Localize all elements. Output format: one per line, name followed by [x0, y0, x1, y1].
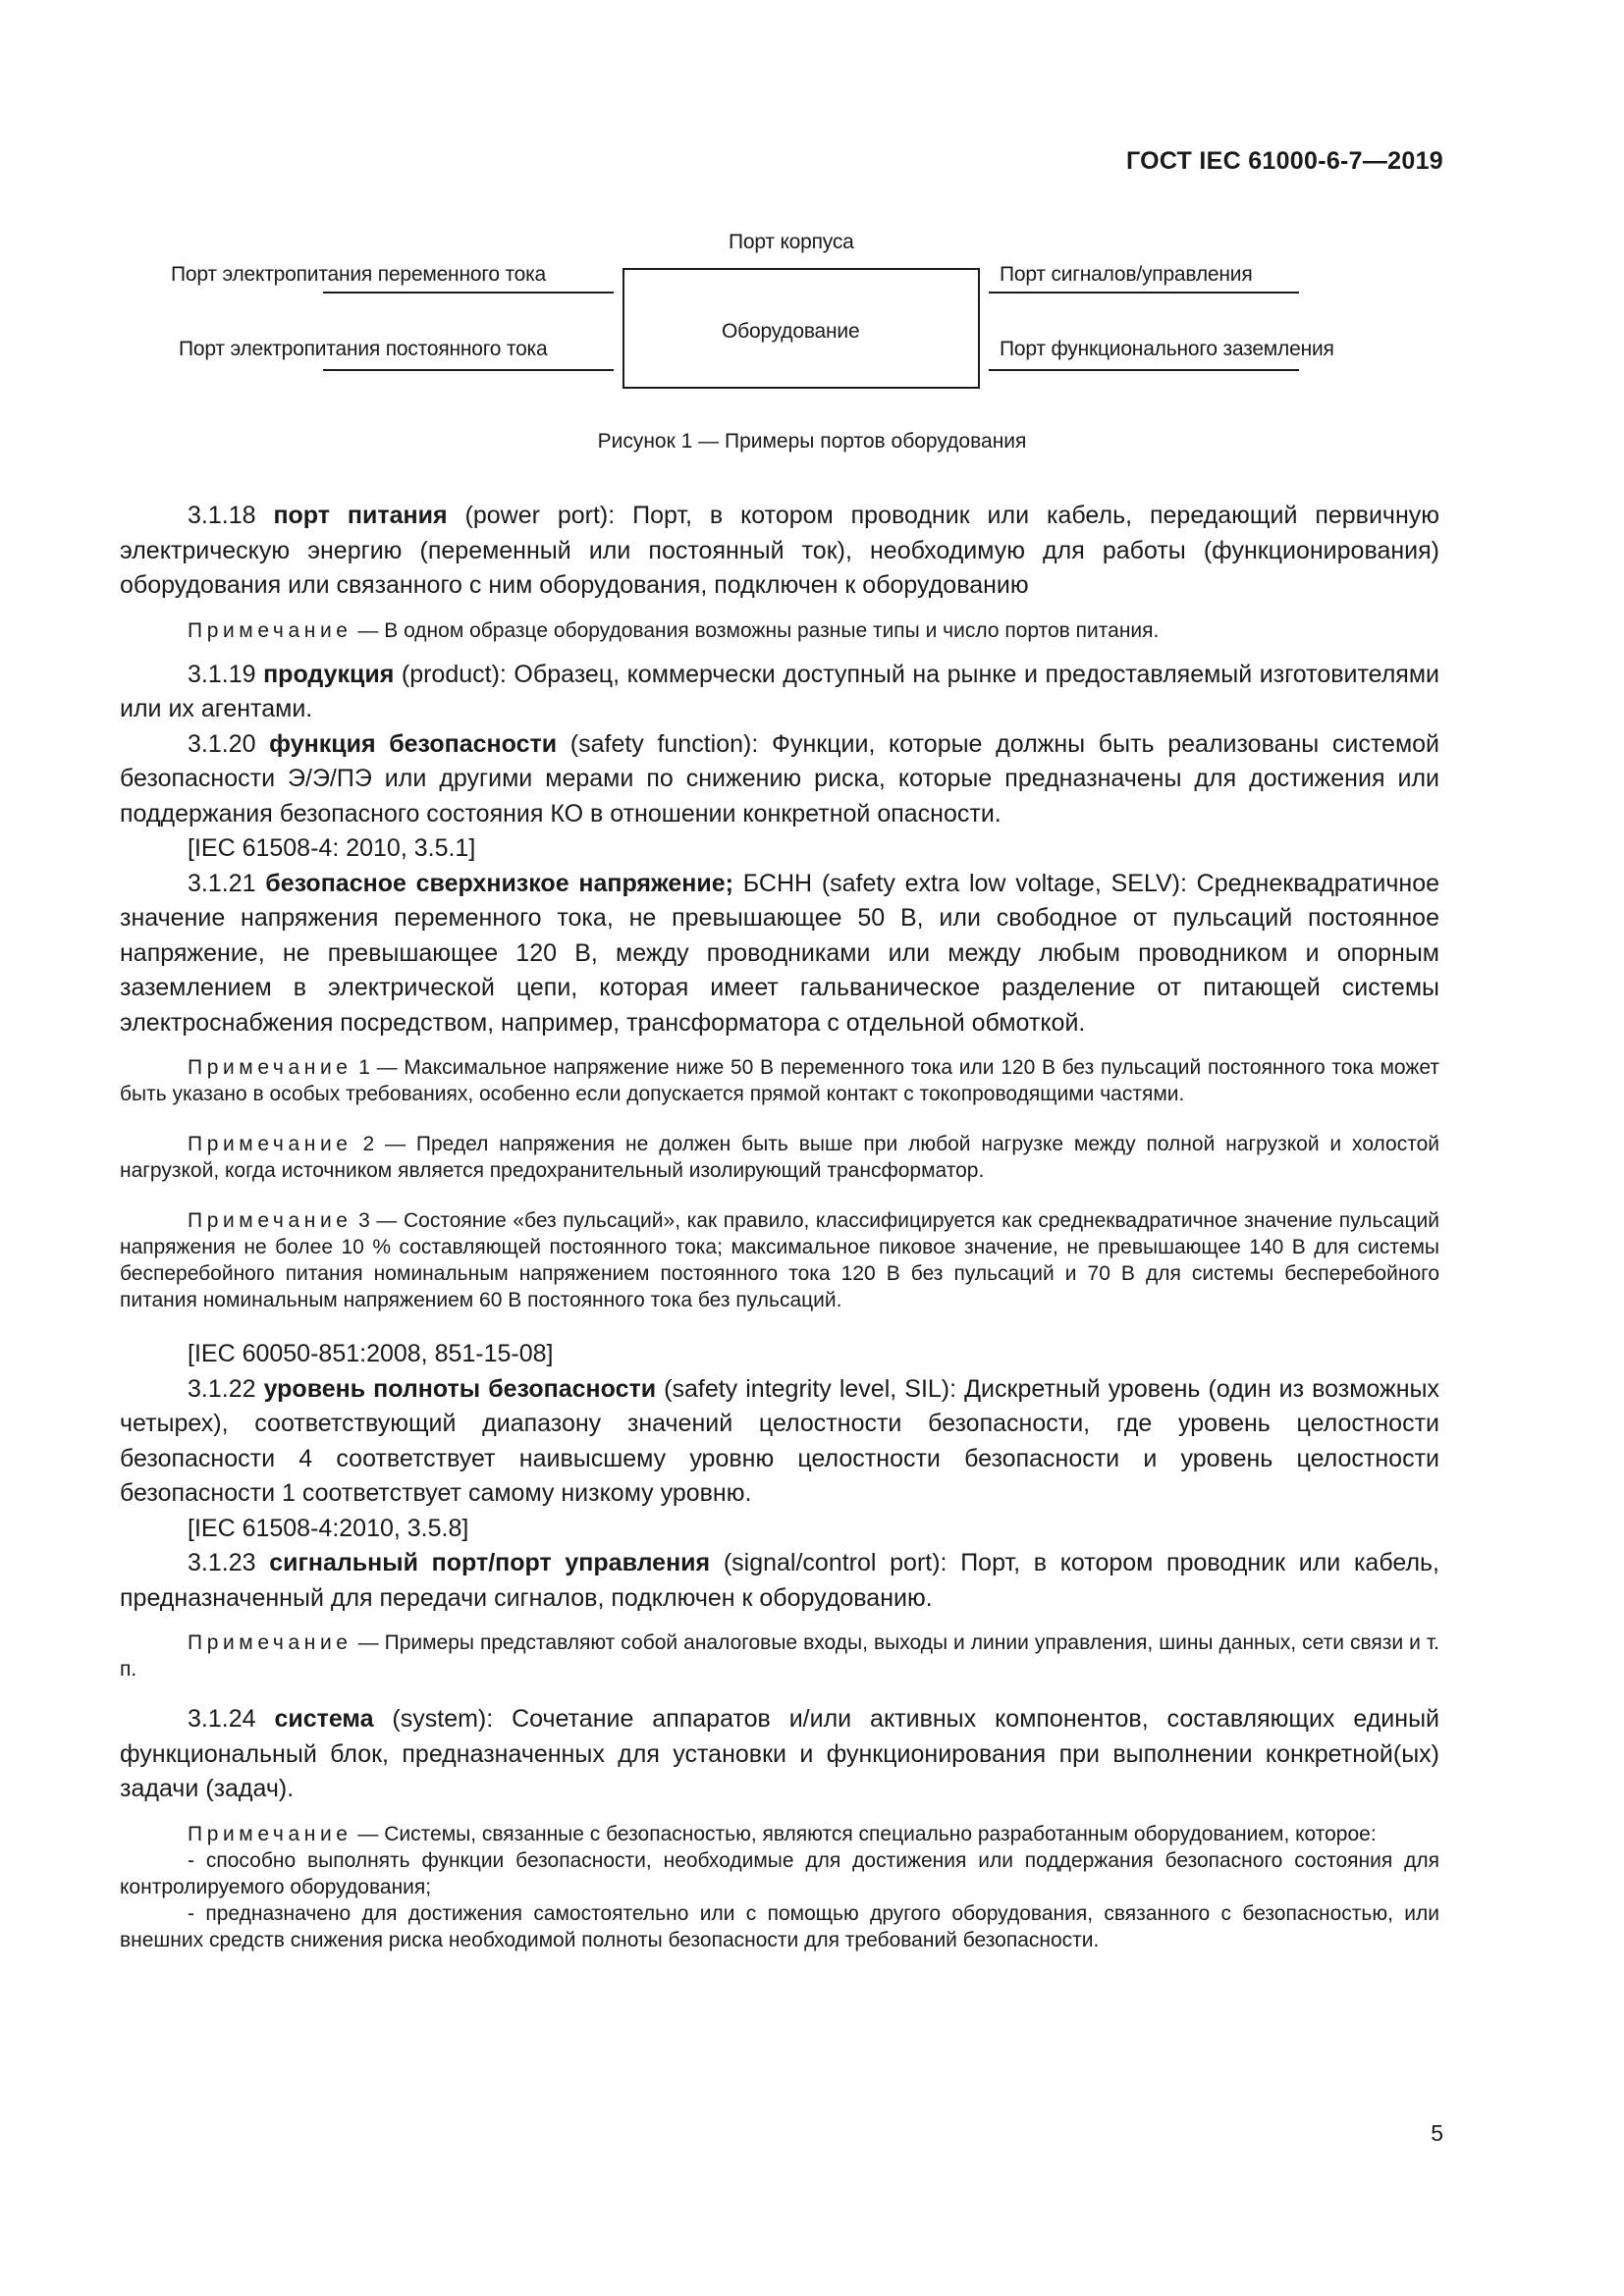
ac-power-port-label: Порт электропитания переменного тока [171, 263, 547, 286]
note-label: Примечание [188, 1822, 352, 1845]
signal-control-port-label: Порт сигналов/управления [1000, 263, 1253, 286]
note-3-1-23 [120, 1629, 1439, 1682]
clause-3-1-20 [120, 727, 1439, 832]
clause-number: 3.1.23 [188, 1549, 270, 1576]
clause-term: система [274, 1705, 374, 1733]
note-text: 1 — Максимальное напряжение ниже 50 В переменного тока или 120 В без пульсаций постоянного тока может быть указано в особых требованиях, особенно если допускается прямой контакт с токопроводящими частями. [120, 1056, 1439, 1105]
clause-number: 3.1.20 [188, 729, 270, 758]
reference-3-1-20: [IEC 61508-4: 2010, 3.5.1] [188, 834, 476, 862]
ac-power-port-line [323, 292, 614, 294]
note-3-1-18 [120, 617, 1439, 644]
clause-number: 3.1.22 [188, 1374, 264, 1403]
note-text: — В одном образце оборудования возможны разные типы и число портов питания. [352, 618, 1160, 642]
document-code: ГОСТ IEC 61000-6-7—2019 [1125, 147, 1443, 175]
clause-definition: (power port): Порт, в котором проводник или кабель, передающий первичную электрическую энергию (переменный или постоянный ток), необходимую для работы (функционирования) оборудования или связанного с ним оборудования, подключен к оборудованию [120, 502, 1440, 599]
clause-term: порт питания [273, 502, 448, 529]
functional-earth-port-line [989, 369, 1299, 371]
clause-definition: (product): Образец, коммерчески доступный на рынке и предоставляемый изготовителями или их агентами. [120, 660, 1440, 722]
figure-caption: Рисунок 1 — Примеры портов оборудования [597, 430, 1027, 453]
clause-definition: БСНН (safety extra low voltage, SELV): Среднеквадратичное значение напряжения переменного тока, не превышающее 50 В, или свободное от пульсаций постоянное напряжение, не превышающее 120 В, между проводниками или между любым проводником и опорным заземлением в электрической цепи, которая имеет гальваническое разделение от питающей системы электроснабжения посредством, например, трансформатора с отдельной обмоткой. [120, 869, 1440, 1037]
clause-number: 3.1.19 [188, 660, 264, 688]
note2-3-1-21 [120, 1131, 1439, 1184]
reference-3-1-22: [IEC 61508-4:2010, 3.5.8] [188, 1514, 469, 1542]
clause-definition: (signal/control port): Порт, в котором проводник или кабель, предназначенный для передачи сигналов, подключен к оборудованию. [120, 1549, 1439, 1612]
note-3-1-24 [120, 1821, 1439, 1847]
enclosure-port-label: Порт корпуса [729, 231, 854, 253]
dc-power-port-line [323, 369, 614, 371]
note3-3-1-21 [120, 1207, 1439, 1313]
clause-term: безопасное сверхнизкое напряжение; [265, 869, 733, 897]
reference-3-1-21: [IEC 60050-851:2008, 851-15-08] [188, 1340, 554, 1367]
document-body [120, 499, 1439, 1953]
note-label: Примечание [188, 1631, 352, 1654]
note1-3-1-21 [120, 1054, 1439, 1107]
note-label: Примечание [188, 618, 352, 642]
clause-3-1-22 [120, 1372, 1439, 1512]
note-label: Примечание [188, 1133, 352, 1155]
clause-term: функция безопасности [269, 729, 558, 758]
figure-equipment-ports [0, 0, 1624, 461]
clause-term: продукция [263, 660, 395, 688]
clause-definition: (safety function): Функции, которые должны быть реализованы системой безопасности Э/Э/ПЭ или другими мерами по снижению риска, которые предназначены для достижения или поддержания безопасного состояния КО в отношении конкретной опасности. [120, 729, 1440, 828]
clause-3-1-21 [120, 867, 1439, 1041]
note-list-item: - предназначено для достижения самостоятельно или с помощью другого оборудования, связанного с безопасностью, или внешних средств снижения риска необходимой полноты безопасности для требований безопасности. [120, 1901, 1439, 1951]
clause-term: сигнальный порт/порт управления [269, 1549, 711, 1576]
clause-3-1-23 [120, 1546, 1439, 1616]
note-text: 3 — Состояние «без пульсаций», как правило, классифицируется как среднеквадратичное значение пульсаций напряжения не более 10 % составляющей постоянного тока; максимальное пиковое значение, не превышающее 140 В для системы бесперебойного питания номинальным напряжением постоянного тока 120 В без пульсаций и 70 В для системы бесперебойного питания номинальным напряжением 60 В постоянного тока без пульсаций. [120, 1209, 1439, 1311]
note-text: — Системы, связанные с безопасностью, являются специально разработанным оборудованием, которое: [352, 1822, 1377, 1845]
dc-power-port-label: Порт электропитания постоянного тока [179, 338, 548, 360]
clause-number: 3.1.24 [188, 1705, 275, 1733]
note-label: Примечание [188, 1056, 352, 1079]
note-text: — Примеры представляют собой аналоговые входы, выходы и линии управления, шины данных, сети связи и т. п. [120, 1631, 1439, 1681]
equipment-label: Оборудование [722, 320, 860, 343]
clause-definition: (safety integrity level, SIL): Дискретный уровень (один из возможных четырех), соответствующий диапазону значений целостности безопасности, где уровень целостности безопасности 4 соответствует наивысшему уровню целостности безопасности и уровень целостности безопасности 1 соответствует самому низкому уровню. [120, 1374, 1440, 1507]
functional-earth-port-label: Порт функционального заземления [1000, 338, 1334, 360]
clause-3-1-19 [120, 658, 1439, 727]
clause-number: 3.1.21 [188, 869, 266, 897]
clause-number: 3.1.18 [188, 502, 274, 529]
clause-3-1-18 [120, 499, 1439, 604]
note-text: 2 — Предел напряжения не должен быть выше при любой нагрузке между полной нагрузкой и холостой нагрузкой, когда источником является предохранительный изолирующий трансформатор. [120, 1133, 1439, 1182]
page-number: 5 [1431, 2120, 1443, 2146]
clause-3-1-24 [120, 1702, 1439, 1807]
signal-control-port-line [989, 292, 1299, 294]
note-list-item: - способно выполнять функции безопасности, необходимые для достижения или поддержания безопасного состояния для контролируемого оборудования; [120, 1848, 1439, 1898]
clause-definition: (system): Сочетание аппаратов и/или активных компонентов, составляющих единый функциональный блок, предназначенных для установки и функционирования при выполнении конкретной(ых) задачи (задач). [120, 1705, 1440, 1802]
clause-term: уровень полноты безопасности [263, 1374, 657, 1403]
note-label: Примечание [188, 1209, 352, 1232]
